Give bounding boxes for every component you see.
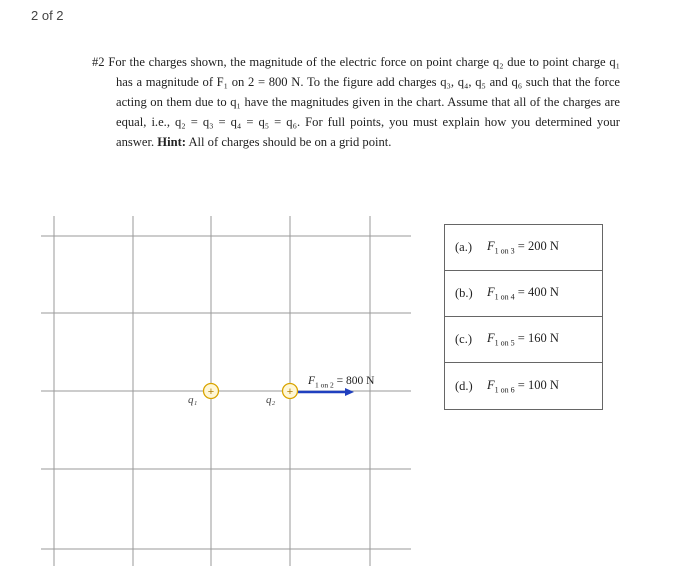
- chart-row-equation: $F_{1 on 6} = 100$ N: [487, 377, 559, 395]
- force-subscript: 1 on 2: [315, 380, 334, 390]
- charge-q1: [204, 384, 219, 399]
- problem-line-5b: All of charges should: [188, 135, 297, 149]
- force-label: [308, 375, 374, 389]
- problem-line-6: be on a grid point.: [299, 135, 392, 149]
- chart-row-label: (d.): [455, 378, 473, 393]
- chart-row: [445, 225, 602, 271]
- q1-label: q₁: [188, 394, 198, 406]
- chart-row: [445, 271, 602, 317]
- q1-plus-sign: +: [207, 386, 215, 398]
- hint-label: Hint:: [157, 135, 186, 149]
- force-value: = 800 N: [336, 375, 375, 387]
- chart-row-equation: $F_{1 on 5} = 160$ N: [487, 331, 559, 348]
- force-chart: [444, 224, 603, 410]
- problem-line-2: point charge q₁ has a magnitude of F₁ on 2 = 800 N. To the figure add charges q₃, q₄, q₅: [116, 55, 621, 89]
- chart-row-equation: $F_{1 on 4} = 400$ N: [487, 285, 559, 302]
- chart-row: [445, 317, 602, 363]
- chart-row-label: (b.): [455, 286, 473, 300]
- chart-row-label: (c.): [455, 332, 472, 346]
- q2-label: q₂: [266, 394, 276, 406]
- problem-line-5a: points, you must explain how you determined your answer.: [116, 115, 620, 149]
- q2-plus-sign: +: [286, 386, 294, 398]
- problem-number: #2: [92, 55, 105, 69]
- problem-line-1: For the charges shown, the magnitude of the electric force on point charge q₂ due to: [108, 55, 539, 69]
- problem-line-3: and q₆ such that the force acting on them due to q₁ have the magnitudes given in the: [116, 75, 620, 109]
- problem-line-4: chart. Assume that all of the charges are equal, i.e., q₂ = q₃ = q₄ = q₅ = q₆. For full: [116, 95, 620, 129]
- chart-row-label: (a.): [455, 240, 472, 254]
- force-symbol: F: [308, 375, 316, 387]
- chart-row-equation: $F_{1 on 3} = 200$ N: [487, 239, 559, 256]
- charge-q2: [283, 384, 298, 399]
- chart-row: [445, 363, 602, 409]
- page-indicator: 2 of 2: [31, 8, 64, 23]
